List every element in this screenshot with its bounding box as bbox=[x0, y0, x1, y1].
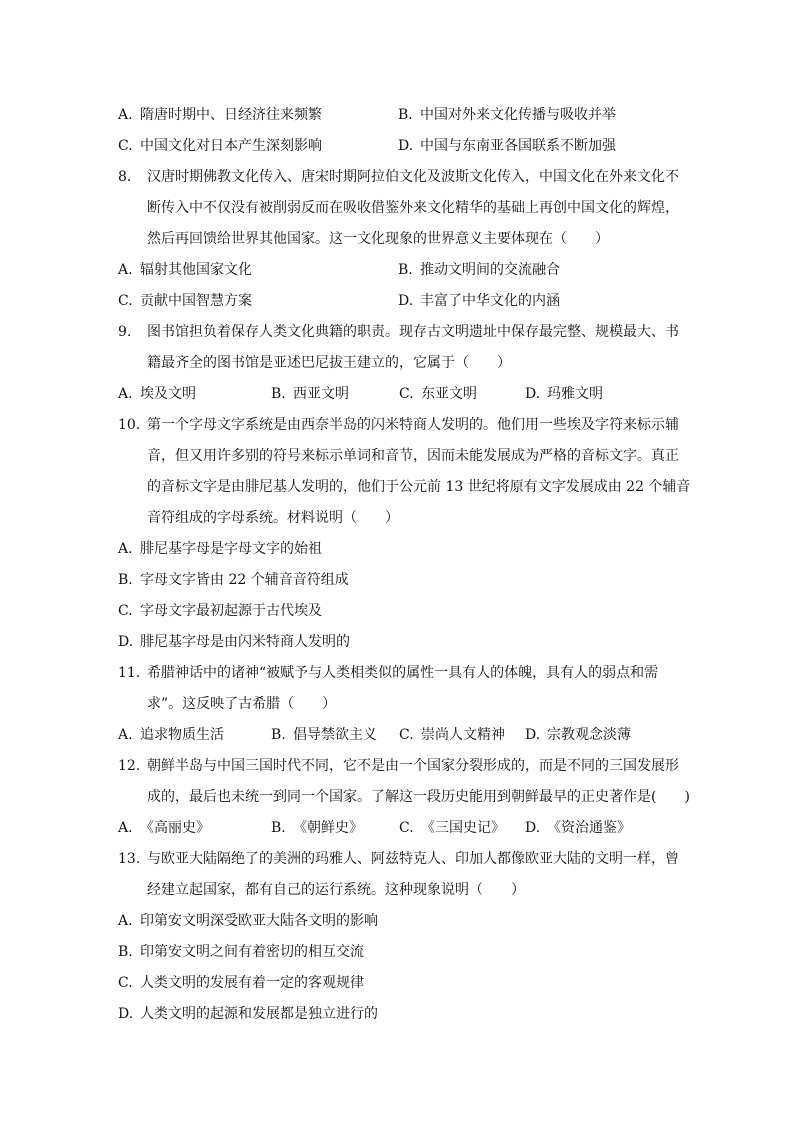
option-letter: B. bbox=[271, 820, 286, 836]
question-number: 9. bbox=[118, 324, 132, 340]
option-letter: C. bbox=[118, 603, 133, 619]
question-line: 朝鲜半岛与中国三国时代不同，它不是由一个国家分裂形成的，而是不同的三国发展形 bbox=[147, 758, 679, 774]
question-line: 与欧亚大陆隔绝了的美洲的玛雅人、阿兹特克人、印加人都像欧亚大陆的文明一样，曾 bbox=[147, 851, 679, 867]
option-text: 《高丽史》 bbox=[140, 820, 210, 836]
option-letter: B. bbox=[118, 572, 133, 588]
option-text: 崇尚人文精神 bbox=[421, 727, 505, 743]
option-text: 印第安文明之间有着密切的相互交流 bbox=[140, 944, 364, 960]
option-letter: A. bbox=[118, 386, 133, 402]
q9-option-c[interactable] bbox=[399, 379, 525, 410]
question-number: 12. bbox=[118, 758, 141, 774]
exam-content bbox=[118, 100, 691, 1030]
option-text: 腓尼基字母是字母文字的始祖 bbox=[140, 541, 322, 557]
option-text: 中国对外来文化传播与吸收并举 bbox=[420, 107, 616, 123]
q10-option-d[interactable] bbox=[118, 627, 678, 658]
option-letter: B. bbox=[398, 262, 413, 278]
option-letter: A. bbox=[118, 727, 133, 743]
option-text: 《朝鲜史》 bbox=[293, 820, 363, 836]
q9-stem bbox=[118, 317, 678, 379]
option-letter: B. bbox=[271, 727, 286, 743]
option-text: 东亚文明 bbox=[421, 386, 477, 402]
q8-option-a[interactable] bbox=[118, 255, 398, 286]
q11-option-d[interactable] bbox=[525, 720, 675, 751]
q8-option-b[interactable] bbox=[398, 255, 678, 286]
option-text: 丰富了中华文化的内涵 bbox=[420, 293, 560, 309]
q12-option-c[interactable] bbox=[399, 813, 525, 844]
option-text: 倡导禁欲主义 bbox=[293, 727, 377, 743]
option-letter: C. bbox=[118, 138, 133, 154]
q8-options-row-1 bbox=[118, 255, 678, 286]
q8-stem bbox=[118, 162, 678, 255]
option-text: 人类文明的发展有着一定的客观规律 bbox=[140, 975, 364, 991]
q10-option-a[interactable] bbox=[118, 534, 678, 565]
option-text: 隋唐时期中、日经济往来频繁 bbox=[140, 107, 322, 123]
q12-option-a[interactable] bbox=[118, 813, 271, 844]
option-text: 埃及文明 bbox=[140, 386, 196, 402]
q10-option-b[interactable] bbox=[118, 565, 678, 596]
question-line: 断传入中不仅没有被削弱反而在吸收借鉴外来文化精华的基础上再创中国文化的辉煌， bbox=[147, 200, 679, 216]
option-text: 印第安文明深受欧亚大陆各文明的影响 bbox=[140, 913, 378, 929]
question-line: 然后再回馈给世界其他国家。这一文化现象的世界意义主要体现在（ ） bbox=[147, 231, 609, 247]
option-letter: C. bbox=[118, 293, 133, 309]
option-letter: A. bbox=[118, 820, 133, 836]
q13-stem bbox=[118, 844, 678, 906]
option-text: 人类文明的起源和发展都是独立进行的 bbox=[140, 1006, 378, 1022]
q12-option-b[interactable] bbox=[271, 813, 399, 844]
question-line: 汉唐时期佛教文化传入、唐宋时期阿拉伯文化及波斯文化传入，中国文化在外来文化不 bbox=[147, 169, 679, 185]
q7-options-row-1 bbox=[118, 100, 678, 131]
option-letter: A. bbox=[118, 913, 133, 929]
option-text: 《三国史记》 bbox=[421, 820, 505, 836]
q11-options-row bbox=[118, 720, 678, 751]
q8-option-d[interactable] bbox=[398, 286, 678, 317]
option-letter: D. bbox=[525, 727, 541, 743]
q7-option-b[interactable] bbox=[398, 100, 678, 131]
option-text: 西亚文明 bbox=[293, 386, 349, 402]
q9-option-a[interactable] bbox=[118, 379, 271, 410]
q12-options-row bbox=[118, 813, 678, 844]
option-letter: D. bbox=[525, 820, 541, 836]
q13-option-b[interactable] bbox=[118, 937, 678, 968]
q8-option-c[interactable] bbox=[118, 286, 398, 317]
q8-options-row-2 bbox=[118, 286, 678, 317]
question-line: 第一个字母文字系统是由西奈半岛的闪米特商人发明的。他们用一些埃及字符来标示辅 bbox=[147, 417, 679, 433]
option-text: 字母文字皆由 22 个辅音音符组成 bbox=[140, 572, 349, 588]
option-text: 追求物质生活 bbox=[140, 727, 224, 743]
option-letter: A. bbox=[118, 541, 133, 557]
option-text: 腓尼基字母是由闪米特商人发明的 bbox=[140, 634, 350, 650]
option-text: 贡献中国智慧方案 bbox=[140, 293, 252, 309]
option-text: 《资治通鉴》 bbox=[547, 820, 631, 836]
option-letter: A. bbox=[118, 262, 133, 278]
q13-option-c[interactable] bbox=[118, 968, 678, 999]
q11-option-c[interactable] bbox=[399, 720, 525, 751]
option-letter: D. bbox=[398, 138, 414, 154]
q11-stem bbox=[118, 658, 678, 720]
question-line: 图书馆担负着保存人类文化典籍的职责。现存古文明遗址中保存最完整、规模最大、书 bbox=[147, 324, 679, 340]
option-letter: D. bbox=[118, 634, 134, 650]
question-number: 10. bbox=[118, 417, 141, 433]
option-letter: B. bbox=[398, 107, 413, 123]
question-line: 求”。这反映了古希腊（ ） bbox=[147, 696, 337, 712]
q11-option-b[interactable] bbox=[271, 720, 399, 751]
q10-option-c[interactable] bbox=[118, 596, 678, 627]
option-text: 字母文字最初起源于古代埃及 bbox=[140, 603, 322, 619]
question-number: 13. bbox=[118, 851, 141, 867]
option-letter: B. bbox=[118, 944, 133, 960]
option-text: 玛雅文明 bbox=[547, 386, 603, 402]
q11-option-a[interactable] bbox=[118, 720, 271, 751]
question-line: 音符组成的字母系统。材料说明（ ） bbox=[147, 510, 399, 526]
option-text: 推动文明间的交流融合 bbox=[420, 262, 560, 278]
option-letter: D. bbox=[118, 1006, 134, 1022]
option-letter: C. bbox=[118, 975, 133, 991]
q13-option-a[interactable] bbox=[118, 906, 678, 937]
q12-option-d[interactable] bbox=[525, 813, 675, 844]
option-letter: D. bbox=[525, 386, 541, 402]
question-line: 的音标文字是由腓尼基人发明的，他们于公元前 13 世纪将原有文字发展成由 22 个辅音 bbox=[147, 479, 691, 495]
question-number: 11. bbox=[118, 665, 141, 681]
q9-option-d[interactable] bbox=[525, 379, 675, 410]
q7-options-row-2 bbox=[118, 131, 678, 162]
q9-options-row bbox=[118, 379, 678, 410]
q7-option-c[interactable] bbox=[118, 131, 398, 162]
q9-option-b[interactable] bbox=[271, 379, 399, 410]
q10-stem bbox=[118, 410, 691, 534]
question-line: 希腊神话中的诸神“被赋予与人类相类似的属性一具有人的体魄，具有人的弱点和需 bbox=[147, 665, 659, 681]
question-number: 8. bbox=[118, 169, 132, 185]
question-line: 籍最齐全的图书馆是亚述巴尼拔王建立的，它属于（ ） bbox=[147, 355, 511, 371]
option-text: 宗教观念淡薄 bbox=[547, 727, 631, 743]
option-text: 中国文化对日本产生深刻影响 bbox=[140, 138, 322, 154]
option-letter: C. bbox=[399, 727, 414, 743]
q7-option-a[interactable] bbox=[118, 100, 398, 131]
option-text: 中国与东南亚各国联系不断加强 bbox=[420, 138, 616, 154]
option-letter: B. bbox=[271, 386, 286, 402]
option-letter: A. bbox=[118, 107, 133, 123]
q12-stem bbox=[118, 751, 690, 813]
question-line: 音，但又用许多别的符号来标示单词和音节，因而未能发展成为严格的音标文字。真正 bbox=[147, 448, 679, 464]
option-letter: C. bbox=[399, 386, 414, 402]
option-text: 辐射其他国家文化 bbox=[140, 262, 252, 278]
option-letter: D. bbox=[398, 293, 414, 309]
q13-option-d[interactable] bbox=[118, 999, 678, 1030]
question-line: 经建立起国家，都有自己的运行系统。这种现象说明（ ） bbox=[147, 882, 525, 898]
option-letter: C. bbox=[399, 820, 414, 836]
question-line: 成的，最后也未统一到同一个国家。了解这一段历史能用到朝鲜最早的正史著作是( ) bbox=[147, 789, 690, 805]
q7-option-d[interactable] bbox=[398, 131, 678, 162]
